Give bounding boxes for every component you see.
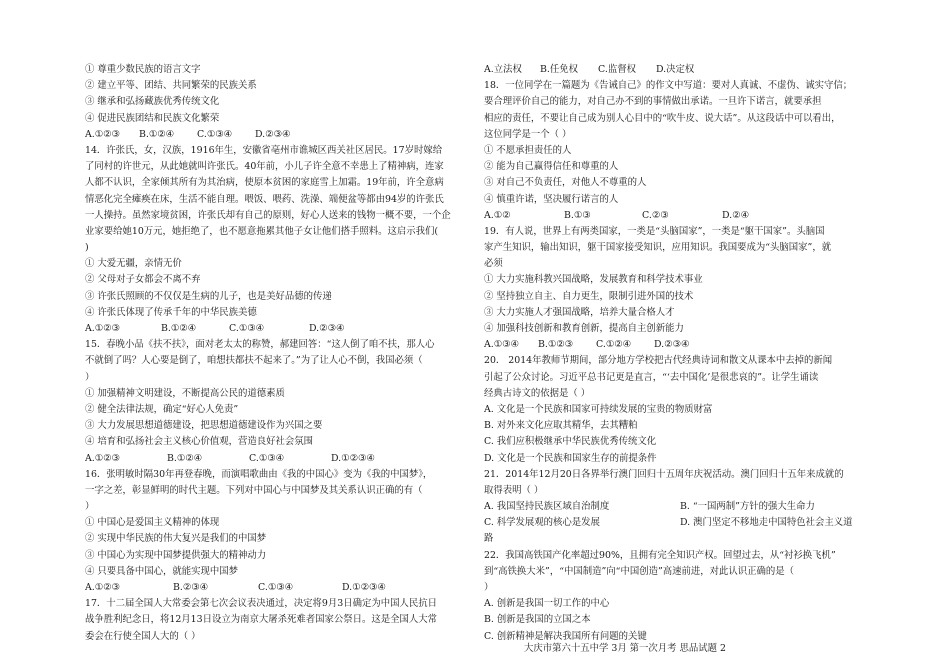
text-line: 15．春晚小品《扶不扶》，面对老太太的称赞，郝建回答：“这人倒了咱不扶，那人心 xyxy=(85,339,435,351)
answer-option: D.①②③④ xyxy=(342,582,386,593)
text-line: 战争胜利纪念日，将12月13日设立为南京大屠杀死难者国家公祭日。这是全国人大常 xyxy=(85,614,437,626)
answer-option: A.①②③ xyxy=(85,452,120,464)
text-line: 家产生知识，输出知识，躯干国家接受知识，应用知识。我国要成为“头脑国家”，就 xyxy=(484,242,832,254)
answer-option: B.①③ xyxy=(564,209,591,221)
text-line: ④ 促进民族团结和民族文化繁荣 xyxy=(85,112,220,124)
text-line: ④ 只要具备中国心，就能实现中国梦 xyxy=(85,565,238,577)
answer-option: A.①②③ xyxy=(85,323,120,334)
text-line: B. 对外来文化应取其精华，去其糟粕 xyxy=(484,420,638,432)
text-line: 到“高铁换大米”，“中国制造”向“中国创造”高速前进，对此认识正确的是（ xyxy=(484,565,795,577)
answer-options xyxy=(484,515,876,531)
text-line: ③ 大力发展思想道德建设，把思想道德建设作为兴国之要 xyxy=(85,420,323,432)
answer-option: C.②③ xyxy=(642,209,669,221)
answer-option: D.决定权 xyxy=(656,64,695,75)
text-line: 17．十二届全国人大常委会第七次会议表决通过，决定将9月3日确定为中国人民抗日 xyxy=(85,598,437,610)
text-line: ③ 大力实施人才强国战略，培养大量合格人才 xyxy=(484,306,675,318)
answer-option: C.①③④ xyxy=(197,128,233,140)
answer-option: B.②③④ xyxy=(173,582,209,593)
text-line: A. 创新是我国一切工作的中心 xyxy=(484,598,610,610)
text-line: 18．一位同学在一篇题为《告诫自己》的作文中写道：要对人真诚、不虚伪、诚实守信； xyxy=(484,80,853,92)
text-line: 取得表明（ ） xyxy=(484,484,544,496)
text-line: 22．我国高铁国产化率超过90%，且拥有完全知识产权。回望过去，从“衬衫换飞机” xyxy=(484,549,836,561)
answer-option: A.①②③ xyxy=(85,582,120,593)
answer-options xyxy=(85,580,477,596)
text-line: ② 能为自己赢得信任和尊重的人 xyxy=(484,161,619,173)
answer-option: B.①②④ xyxy=(167,452,203,464)
text-line: 经典古诗文的依据是（ ） xyxy=(484,387,591,399)
text-line: ① 中国心是爱国主义精神的体现 xyxy=(85,517,220,529)
text-line: 一字之差，彰显鲜明的时代主题。下列对中国心与中国梦及其关系认识正确的有（ xyxy=(85,484,423,496)
text-line: 19．有人说，世界上有两类国家，一类是“头脑国家”，一类是“躯干国家”。头脑国 xyxy=(484,225,825,237)
text-line: A. 文化是一个民族和国家可持续发展的宝贵的物质财富 xyxy=(484,403,713,415)
text-line: ④ 慎重许诺，坚决履行诺言的人 xyxy=(484,193,619,205)
text-line: 了同村的许世元，从此她就叫许张氏。40年前，小儿子许全意不幸患上了精神病，连家 xyxy=(85,161,444,173)
text-line: 委会在行使全国人大的（ ） xyxy=(85,630,201,642)
text-line: 一人操持。虽然家境贫困，许张氏却有自己的原则，好心人送来的钱物一概不要，一个企 xyxy=(85,209,451,221)
answer-options xyxy=(85,451,477,467)
answer-options xyxy=(484,62,876,78)
text-line: ） xyxy=(484,582,494,593)
answer-option: A.①③④ xyxy=(484,339,519,351)
answer-option: D.①②③④ xyxy=(331,452,375,464)
text-line: ④ 培育和弘扬社会主义核心价值观，营造良好社会氛围 xyxy=(85,436,313,448)
text-line: ① 大力实施科教兴国战略，发展教育和科学技术事业 xyxy=(484,274,703,286)
text-line: 21．2014年12月20日各界举行澳门回归十五周年庆祝活动。澳门回归十五年来成就的 xyxy=(484,468,844,480)
answer-options xyxy=(85,321,477,337)
answer-option: C.①③④ xyxy=(258,582,294,593)
text-line: 这位同学是一个（ ） xyxy=(484,128,572,140)
text-line: 14．许张氏，女，汉族，1916年生，安徽省亳州市谯城区西关社区居民。17岁时嫁给 xyxy=(85,144,443,156)
text-line: ③ 对自己不负责任，对他人不尊重的人 xyxy=(484,177,647,189)
answer-option: D.②③④ xyxy=(255,128,291,140)
text-line: 要合理评价自己的能力，对自己办不到的事情做出承诺。一旦许下诺言，就要承担 xyxy=(484,96,822,108)
text-line: ③ 继承和弘扬藏族优秀传统文化 xyxy=(85,96,220,108)
text-line: ② 健全法律法规，确定“好心人免责” xyxy=(85,403,239,415)
answer-options xyxy=(484,337,876,353)
answer-option: A. 我国坚持民族区域自治制度 xyxy=(484,501,610,513)
right-column xyxy=(484,62,876,645)
text-line: 业家要给她10万元，她拒绝了，也不愿意拖累其他子女让他们搭手照料。这启示我们( xyxy=(85,225,439,237)
text-line: ② 建立平等、团结、共同繁荣的民族关系 xyxy=(85,80,257,92)
answer-option: C.①③④ xyxy=(249,452,285,464)
answer-option: C. 科学发展观的核心是发展 xyxy=(484,517,600,529)
text-line: ) xyxy=(85,242,89,254)
answer-option: B.①②④ xyxy=(161,323,197,334)
answer-option: A.立法权 xyxy=(484,64,522,75)
text-line: C. 创新精神是解决我国所有问题的关键 xyxy=(484,630,647,642)
text-line: ① 尊重少数民族的语言文字 xyxy=(85,64,201,75)
text-line: ③ 许张氏照顾的不仅仅是生病的儿子，也是美好品德的传递 xyxy=(85,290,332,302)
answer-options xyxy=(85,127,477,143)
answer-option: D.②③④ xyxy=(309,323,345,334)
answer-option: D.②③④ xyxy=(654,339,690,351)
text-line: ① 加强精神文明建设，不断提高公民的道德素质 xyxy=(85,387,285,399)
text-line: ② 坚持独立自主、自力更生，限制引进外国的技术 xyxy=(484,290,694,302)
left-column xyxy=(85,62,477,645)
answer-option: D. 澳门坚定不移地走中国特色社会主义道 xyxy=(680,517,853,529)
answer-option: B.任免权 xyxy=(540,64,578,75)
answer-options xyxy=(484,499,876,515)
text-line: 20． 2014年教师节期间，部分地方学校把古代经典诗词和散文从课本中去掉的新闻 xyxy=(484,355,833,367)
text-line: 引起了公众讨论。习近平总书记更是直言，“‘去中国化’是很悲哀的”。让学生诵读 xyxy=(484,371,819,383)
answer-option: A.①②③ xyxy=(85,128,120,140)
text-line: ④ 许张氏体现了传承千年的中华民族美德 xyxy=(85,306,257,318)
text-line: ） xyxy=(85,501,95,513)
text-line: 必须 xyxy=(484,258,503,270)
text-line: 不就倒了吗？人心要是倒了，咱想扶都扶不起来了。”为了让人心不倒，我国必须（ xyxy=(85,355,423,367)
text-line: 情恶化完全瘫痪在床，生活不能自理。喂饭、喂药、洗澡、端便盆等都由94岁的许张氏 xyxy=(85,193,444,205)
text-line: 路 xyxy=(484,533,494,545)
answer-option: A.①② xyxy=(484,209,511,221)
answer-option: B.①②③ xyxy=(538,339,574,351)
text-line: ① 不愿承担责任的人 xyxy=(484,144,572,156)
text-line: ② 父母对子女都会不离不弃 xyxy=(85,274,201,286)
text-line: 人都不认识，全家倾其所有为其治病，使原本贫困的家庭雪上加霜。19年前，许全意病 xyxy=(85,177,444,189)
page-footer: 大庆市第六十五中学 3月 第一次月考 思品试题 2 xyxy=(524,643,726,654)
text-line: 16．张明敏时隔30年再登春晚，而演唱歌曲由《我的中国心》变为《我的中国梦》， xyxy=(85,468,433,480)
text-line: ④ 加强科技创新和教育创新，提高自主创新能力 xyxy=(484,323,684,334)
text-line: ② 实现中华民族的伟大复兴是我们的中国梦 xyxy=(85,533,267,545)
answer-option: C.监督权 xyxy=(598,64,636,75)
text-line: C. 我们应积极继承中华民族优秀传统文化 xyxy=(484,436,657,448)
text-line: ） xyxy=(85,371,95,383)
answer-option: D.②④ xyxy=(722,209,749,221)
text-line: 相应的责任，不要让自己成为别人心目中的“吹牛皮、说大话”。从这段话中可以看出， xyxy=(484,112,841,124)
text-line: B. 创新是我国的立国之本 xyxy=(484,614,591,626)
text-line: ① 大爱无疆，亲情无价 xyxy=(85,258,182,270)
text-line: ③ 中国心为实现中国梦提供强大的精神动力 xyxy=(85,549,267,561)
text-line: D. 文化是一个民族和国家生存的前提条件 xyxy=(484,452,657,464)
answer-option: C.①②④ xyxy=(596,339,632,351)
answer-option: B.①②④ xyxy=(139,128,175,140)
answer-option: C.①③④ xyxy=(229,323,265,334)
answer-option: B. “一国两制”方针的强大生命力 xyxy=(680,501,815,513)
answer-options xyxy=(484,208,876,224)
